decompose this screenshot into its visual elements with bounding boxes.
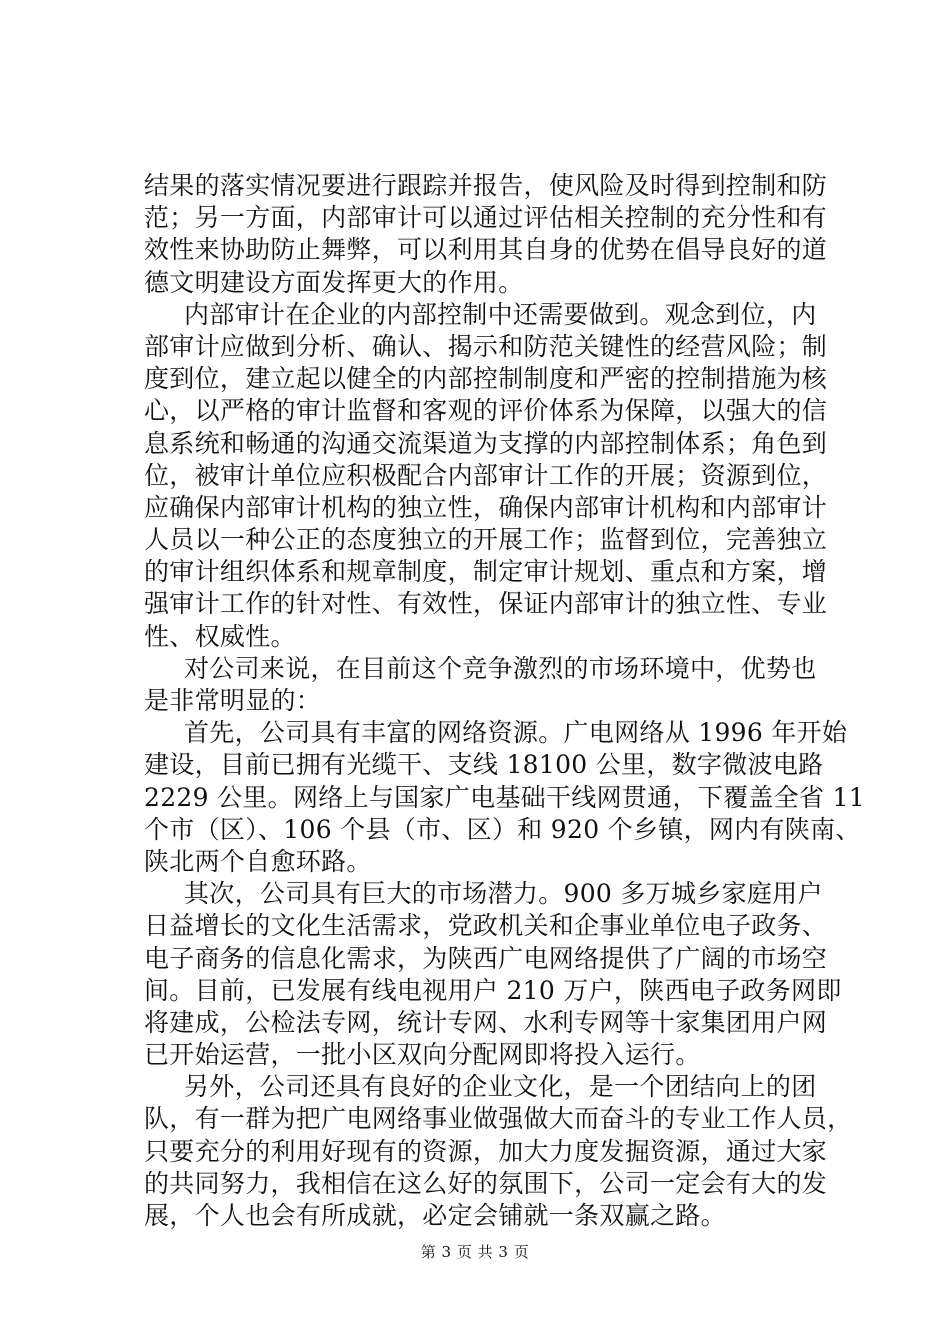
text-line: 队，有一群为把广电网络事业做强做大而奋斗的专业工作人员， — [144, 1104, 853, 1134]
text-line: 日益增长的文化生活需求，党政机关和企事业单位电子政务、 — [144, 911, 828, 941]
text-line: 的审计组织体系和规章制度，制定审计规划、重点和方案，增 — [144, 557, 828, 587]
text-line: 是非常明显的： — [144, 686, 322, 715]
text-line: 对公司来说，在目前这个竞争激烈的市场环境中，优势也 — [184, 653, 817, 683]
text-line: 建设，目前已拥有光缆干、支线 18100 公里，数字微波电路 — [144, 750, 824, 780]
text-line: 心，以严格的审计监督和客观的评价体系为保障，以强大的信 — [144, 396, 828, 426]
text-line: 内部审计在企业的内部控制中还需要做到。观念到位，内 — [184, 299, 817, 329]
text-line: 人员以一种公正的态度独立的开展工作；监督到位，完善独立 — [144, 525, 828, 555]
text-line: 首先，公司具有丰富的网络资源。广电网络从 1996 年开始 — [184, 718, 848, 748]
text-line: 应确保内部审计机构的独立性，确保内部审计机构和内部审计 — [144, 492, 828, 522]
text-line: 效性来协助防止舞弊，可以利用其自身的优势在倡导良好的道 — [144, 235, 828, 265]
text-line: 度到位，建立起以健全的内部控制制度和严密的控制措施为核 — [144, 364, 828, 394]
text-line: 强审计工作的针对性、有效性，保证内部审计的独立性、专业 — [144, 589, 828, 619]
text-line: 已开始运营，一批小区双向分配网即将投入运行。 — [144, 1040, 701, 1070]
text-line: 个市（区）、106 个县（市、区）和 920 个乡镇，网内有陕南、 — [144, 814, 861, 844]
text-line: 息系统和畅通的沟通交流渠道为支撑的内部控制体系；角色到 — [144, 428, 828, 458]
text-line: 结果的落实情况要进行跟踪并报告，使风险及时得到控制和防 — [144, 171, 828, 200]
text-line: 陕北两个自愈环路。 — [144, 846, 372, 876]
text-line: 的共同努力，我相信在这么好的氛围下，公司一定会有大的发 — [144, 1168, 828, 1198]
text-line: 性、权威性。 — [144, 621, 296, 651]
text-line: 电子商务的信息化需求，为陕西广电网络提供了广阔的市场空 — [144, 943, 828, 973]
text-line: 2229 公里。网络上与国家广电基础干线网贯通，下覆盖全省 11 — [144, 782, 865, 812]
text-line: 另外，公司还具有良好的企业文化，是一个团结向上的团 — [184, 1072, 817, 1102]
text-line: 将建成，公检法专网，统计专网、水利专网等十家集团用户网 — [144, 1007, 828, 1037]
text-line: 只要充分的利用好现有的资源，加大力度发掘资源，通过大家 — [144, 1136, 828, 1166]
page-footer: 第 3 页 共 3 页 — [420, 1243, 530, 1261]
text-line: 其次，公司具有巨大的市场潜力。900 多万城乡家庭用户 — [184, 879, 823, 909]
text-line: 位，被审计单位应积极配合内部审计工作的开展；资源到位， — [144, 460, 828, 490]
document-body — [144, 170, 865, 1232]
text-line: 部审计应做到分析、确认、揭示和防范关键性的经营风险；制 — [144, 331, 828, 361]
text-line: 间。目前，已发展有线电视用户 210 万户，陕西电子政务网即 — [144, 975, 842, 1005]
text-line: 德文明建设方面发挥更大的作用。 — [144, 267, 524, 297]
text-line: 展，个人也会有所成就，必定会铺就一条双赢之路。 — [144, 1201, 726, 1230]
text-line: 范；另一方面，内部审计可以通过评估相关控制的充分性和有 — [144, 203, 828, 233]
